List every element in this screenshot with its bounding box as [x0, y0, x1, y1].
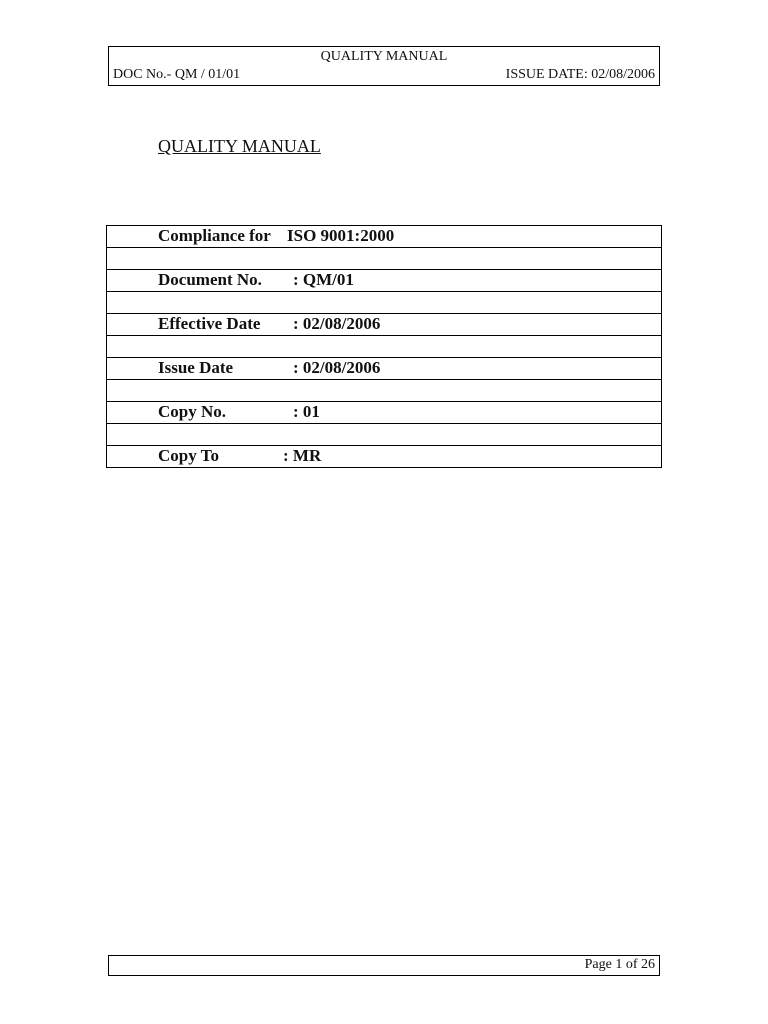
header-title: QUALITY MANUAL: [320, 49, 448, 64]
table-row: [107, 226, 662, 248]
table-row-empty: [107, 248, 662, 270]
empty-cell: [107, 248, 662, 270]
table-row: [107, 446, 662, 468]
issue-date-cell: [107, 358, 662, 380]
table-row-empty: [107, 424, 662, 446]
document-no-value: : QM/01: [293, 270, 354, 289]
document-info-table: [106, 225, 662, 468]
issue-date-label: Issue Date: [158, 358, 234, 377]
page-footer: [108, 955, 660, 976]
page-number: Page 1 of 26: [584, 957, 655, 972]
effective-date-cell: [107, 314, 662, 336]
header-doc-number: DOC No.- QM / 01/01: [113, 67, 241, 82]
table-row: [107, 314, 662, 336]
effective-date-label: Effective Date: [158, 314, 261, 333]
compliance-value: ISO 9001:2000: [287, 226, 395, 245]
table-row-empty: [107, 380, 662, 402]
copy-no-cell: [107, 402, 662, 424]
copy-to-label: Copy To: [158, 446, 219, 465]
document-no-cell: [107, 270, 662, 292]
header-issue-date: ISSUE DATE: 02/08/2006: [505, 67, 655, 82]
empty-cell: [107, 424, 662, 446]
copy-to-value: : MR: [283, 446, 322, 465]
copy-no-value: : 01: [293, 402, 320, 421]
table-row-empty: [107, 292, 662, 314]
empty-cell: [107, 292, 662, 314]
copy-to-cell: [107, 446, 662, 468]
empty-cell: [107, 380, 662, 402]
table-row: [107, 270, 662, 292]
effective-date-value: : 02/08/2006: [293, 314, 381, 333]
compliance-label: Compliance for: [158, 226, 271, 245]
page-title: QUALITY MANUAL: [158, 136, 321, 156]
document-no-label: Document No.: [158, 270, 262, 289]
empty-cell: [107, 336, 662, 358]
table-row: [107, 402, 662, 424]
table-row-empty: [107, 336, 662, 358]
page-header: [108, 46, 660, 86]
table-row: [107, 358, 662, 380]
issue-date-value: : 02/08/2006: [293, 358, 381, 377]
compliance-cell: [107, 226, 662, 248]
copy-no-label: Copy No.: [158, 402, 227, 421]
